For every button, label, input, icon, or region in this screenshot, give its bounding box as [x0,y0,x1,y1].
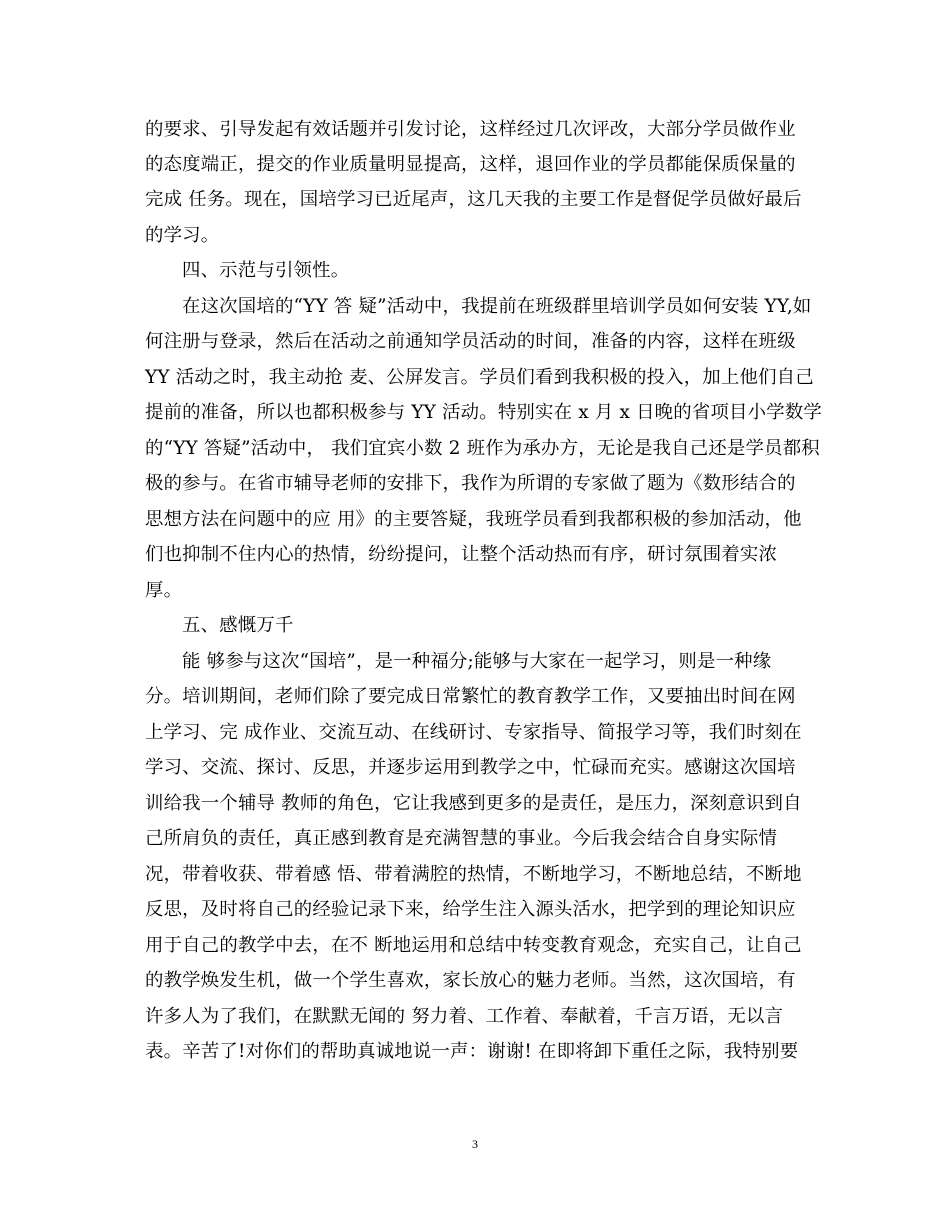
body-text-line: 极的参与。在省市辅导老师的安排下，我作为所谓的专家做了题为《数形结合的 [145,473,796,494]
body-text-line: 表。辛苦了!对你们的帮助真诚地说一声：谢谢! 在即将卸下重任之际，我特别要 [145,1041,799,1062]
body-text-line: 己所肩负的责任，真正感到教育是充满智慧的事业。今后我会结合自身实际情 [145,828,778,849]
section-heading-4: 四、示范与引领性。 [182,260,350,281]
body-text-line: 的要求、引导发起有效话题并引发讨论，这样经过几次评改，大部分学员做作业 [145,119,796,140]
body-text-line: 学习、交流、探讨、反思，并逐步运用到教学之中，忙碌而充实。感谢这次国培 [145,757,796,778]
body-text-line: 完成 任务。现在，国培学习已近尾声，这几天我的主要工作是督促学员做好最后 [145,189,802,210]
body-text-line: 的态度端正，提交的作业质量明显提高，这样，退回作业的学员都能保质保量的 [145,154,796,175]
body-text-line: 分。培训期间，老师们除了要完成日常繁忙的教育教学工作，又要抽出时间在网 [145,686,796,707]
body-text-line: 用于自己的教学中去，在不 断地运用和总结中转变教育观念，充实自己，让自己 [145,935,802,956]
section-heading-5: 五、感慨万千 [182,615,294,636]
page-number: 3 [472,1137,478,1151]
body-text-line: 何注册与登录，然后在活动之前通知学员活动的时间，准备的内容，这样在班级 [145,331,796,352]
body-text-line: 反思，及时将自己的经验记录下来，给学生注入源头活水，把学到的理论知识应 [145,899,796,920]
body-text-line: 提前的准备，所以也都积极参与 YY 活动。特别实在 x 月 x 日晚的省项目小学数学 [145,402,823,423]
body-text-line: 在这次国培的“YY 答 疑”活动中，我提前在班级群里培训学员如何安装 YY,如 [182,296,812,317]
body-text-line: YY 活动之时，我主动抢 麦、公屏发言。学员们看到我积极的投入，加上他们自己 [145,367,814,388]
body-text-line: 上学习、完 成作业、交流互动、在线研讨、专家指导、简报学习等，我们时刻在 [145,722,802,743]
body-text-line: 的教学焕发生机，做一个学生喜欢，家长放心的魅力老师。当然，这次国培，有 [145,970,796,991]
body-text-line: 们也抑制不住内心的热情，纷纷提问，让整个活动热而有序，研讨氛围着实浓 [145,544,778,565]
body-text-line: 能 够参与这次“国培”，是一种福分;能够与大家在一起学习，则是一种缘 [182,651,772,672]
body-text-line: 的学习。 [145,225,220,246]
body-text-line: 许多人为了我们，在默默无闻的 努力着、工作着、奉献着，千言万语，无以言 [145,1006,784,1027]
body-text-line: 思想方法在问题中的应 用》的主要答疑，我班学员看到我都积极的参加活动，他 [145,509,802,530]
body-text-line: 的“YY 答疑”活动中， 我们宜宾小数 2 班作为承办方，无论是我自己还是学员都积 [145,438,820,459]
body-text-line: 况，带着收获、带着感 悟、带着满腔的热情，不断地学习，不断地总结，不断地 [145,864,802,885]
body-text-line: 训给我一个辅导 教师的角色，它让我感到更多的是责任，是压力，深刻意识到自 [145,793,802,814]
body-text-line: 厚。 [145,580,183,601]
